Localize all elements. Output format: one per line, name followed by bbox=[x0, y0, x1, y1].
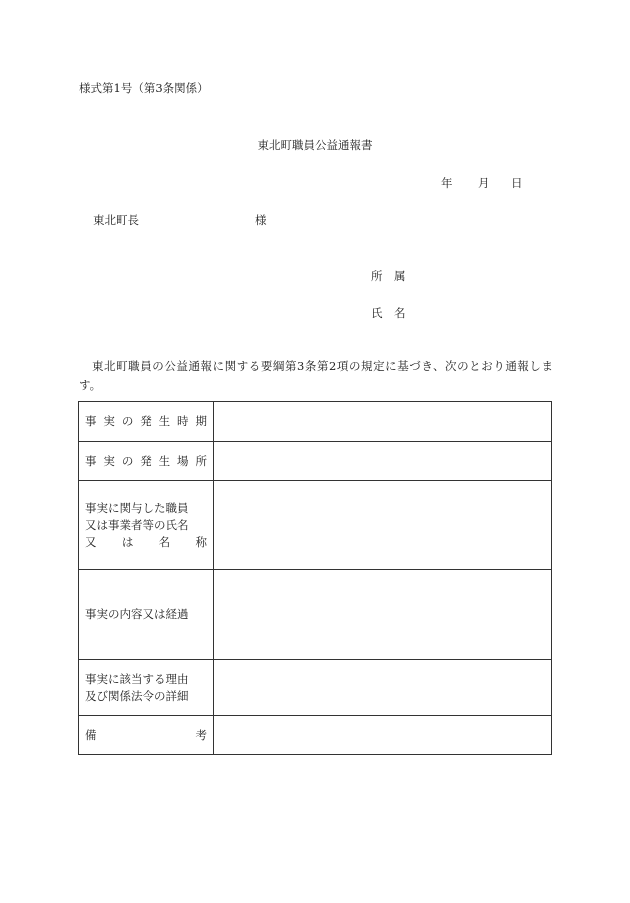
form-number: 様式第1号（第3条関係） bbox=[79, 81, 209, 95]
label-char: 期 bbox=[195, 414, 207, 428]
label-char: は bbox=[121, 534, 134, 549]
label-char: 事 bbox=[85, 453, 97, 468]
label-line: 及び関係法令の詳細 bbox=[85, 688, 189, 703]
row-value-cell[interactable] bbox=[214, 716, 552, 755]
label-char: 考 bbox=[195, 727, 207, 742]
recipient-honorific: 様 bbox=[255, 213, 267, 227]
document-title: 東北町職員公益通報書 bbox=[257, 138, 373, 152]
label-char: 発 bbox=[140, 414, 152, 428]
label-line: 又は事業者等の氏名 bbox=[85, 517, 189, 532]
label-char: の bbox=[121, 414, 134, 428]
recipient-name: 東北町長 bbox=[93, 213, 139, 227]
affiliation-label: 所 属 bbox=[371, 269, 406, 283]
date-month-label: 月 bbox=[478, 176, 490, 190]
label-char: 実 bbox=[103, 414, 115, 428]
label-char: 又 bbox=[85, 534, 97, 549]
row-value-cell[interactable] bbox=[214, 402, 552, 442]
row-value-cell[interactable] bbox=[214, 660, 552, 716]
table-row bbox=[79, 716, 552, 755]
label-line: 事実に該当する理由 bbox=[85, 671, 189, 686]
intro-paragraph: 東北町職員の公益通報に関する要綱第3条第2項の規定に基づき、次のとおり通報します。 bbox=[79, 359, 553, 392]
label-line bbox=[85, 453, 207, 470]
label-char: 実 bbox=[103, 453, 115, 468]
row-label bbox=[79, 481, 214, 570]
label-char: の bbox=[121, 453, 134, 468]
row-label bbox=[79, 660, 214, 716]
table-row bbox=[79, 660, 552, 716]
table-row bbox=[79, 442, 552, 481]
table-row bbox=[79, 481, 552, 570]
label-line: 事実に関与した職員 bbox=[85, 500, 189, 515]
date-day-label: 日 bbox=[511, 176, 523, 190]
date-year-label: 年 bbox=[441, 176, 453, 190]
label-char: 所 bbox=[195, 453, 207, 468]
label-char: 備 bbox=[85, 727, 97, 742]
label-char: 生 bbox=[158, 453, 171, 468]
label-char: 生 bbox=[158, 414, 171, 428]
label-char: 名 bbox=[158, 534, 171, 549]
label-line: 事実の内容又は経過 bbox=[85, 607, 189, 621]
row-label bbox=[79, 402, 214, 442]
row-label bbox=[79, 442, 214, 481]
label-char: 時 bbox=[177, 414, 189, 428]
row-value-cell[interactable] bbox=[214, 481, 552, 570]
table-row bbox=[79, 402, 552, 442]
label-line bbox=[85, 534, 207, 551]
label-char: 発 bbox=[140, 453, 152, 468]
label-char: 称 bbox=[195, 534, 207, 549]
table-row bbox=[79, 570, 552, 660]
row-label bbox=[79, 570, 214, 660]
report-table bbox=[78, 401, 552, 755]
label-char: 事 bbox=[85, 414, 97, 428]
row-value-cell[interactable] bbox=[214, 570, 552, 660]
row-label bbox=[79, 716, 214, 755]
row-value-cell[interactable] bbox=[214, 442, 552, 481]
label-char: 場 bbox=[177, 453, 189, 468]
name-label: 氏 名 bbox=[371, 306, 406, 320]
label-line bbox=[85, 413, 207, 430]
label-line bbox=[85, 727, 207, 744]
